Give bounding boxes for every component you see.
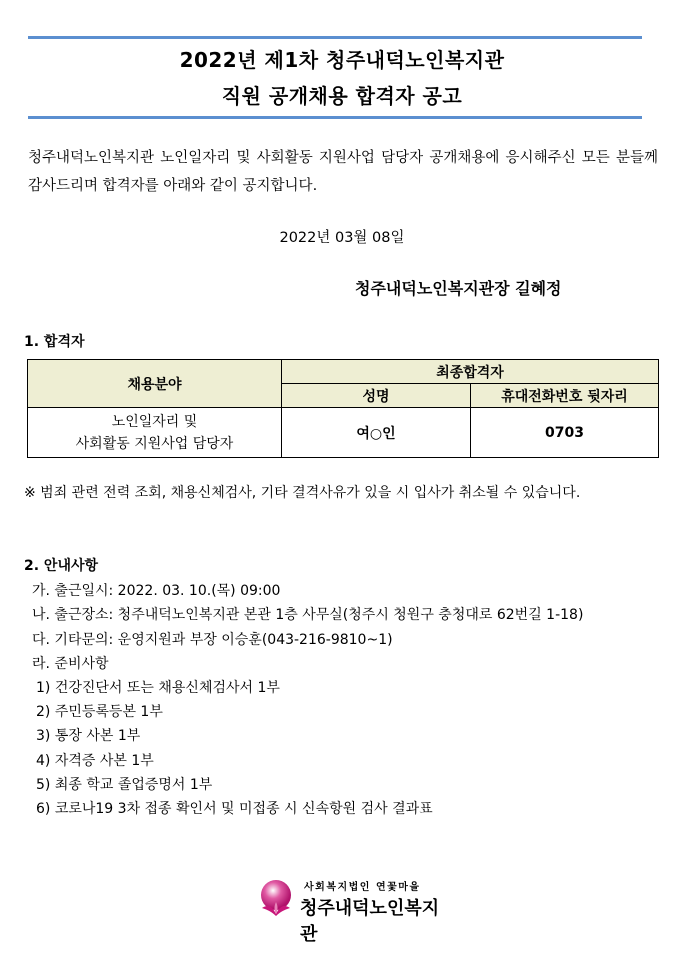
title-line-2: 직원 공개채용 합격자 공고 [221,84,463,108]
top-rule [28,36,642,39]
section-2-title: 2. 안내사항 [24,558,99,574]
signer: 청주내덕노인복지관장 길혜정 [355,279,562,298]
prep-item: 3) 통장 사본 1부 [36,728,141,744]
result-table [27,359,659,458]
logo-subtitle: 사회복지법인 연꽃마을 [304,882,421,893]
cell-field-line-2: 사회활동 지원사업 담당자 [75,435,234,452]
prep-item: 2) 주민등록등본 1부 [36,704,163,720]
header-phone: 휴대전화번호 뒷자리 [471,384,659,408]
bottom-rule [28,116,642,119]
info-item: 라. 준비사항 [32,656,109,672]
title-line-1: 2022년 제1차 청주내덕노인복지관 [179,48,505,72]
header-final: 최종합격자 [282,360,659,384]
prep-item: 5) 최종 학교 졸업증명서 1부 [36,777,213,793]
lotus-icon [254,878,298,918]
org-logo [254,876,454,945]
header-name: 성명 [282,384,471,408]
cell-field [28,408,282,458]
section-1-title: 1. 합격자 [24,334,85,350]
prep-item: 1) 건강진단서 또는 채용신체검사서 1부 [36,680,280,696]
prep-item: 6) 코로나19 3차 접종 확인서 및 미접종 시 신속항원 검사 결과표 [36,801,433,817]
cell-field-line-1: 노인일자리 및 [111,413,198,430]
cell-name: 여○인 [282,408,471,458]
header-field: 채용분야 [28,360,282,408]
info-item: 가. 출근일시: 2022. 03. 10.(목) 09:00 [32,583,281,599]
logo-name: 청주내덕노인복지관 [300,898,440,945]
info-item: 다. 기타문의: 운영지원과 부장 이승훈(043-216-9810~1) [32,632,393,648]
info-item: 나. 출근장소: 청주내덕노인복지관 본관 1층 사무실(청주시 청원구 충청대로 62번길 1-18) [32,607,584,623]
intro-paragraph: 청주내덕노인복지관 노인일자리 및 사회활동 지원사업 담당자 공개채용에 응시해주신 모든 분들께 감사드리며 합격자를 아래와 같이 공지합니다. [28,150,658,194]
prep-item: 4) 자격증 사본 1부 [36,753,154,769]
cell-phone: 0703 [471,408,659,458]
notice-date: 2022년 03월 08일 [279,230,405,246]
disqualification-note: ※ 범죄 관련 전력 조회, 채용신체검사, 기타 결격사유가 있을 시 입사가 취소될 수 있습니다. [24,485,581,501]
